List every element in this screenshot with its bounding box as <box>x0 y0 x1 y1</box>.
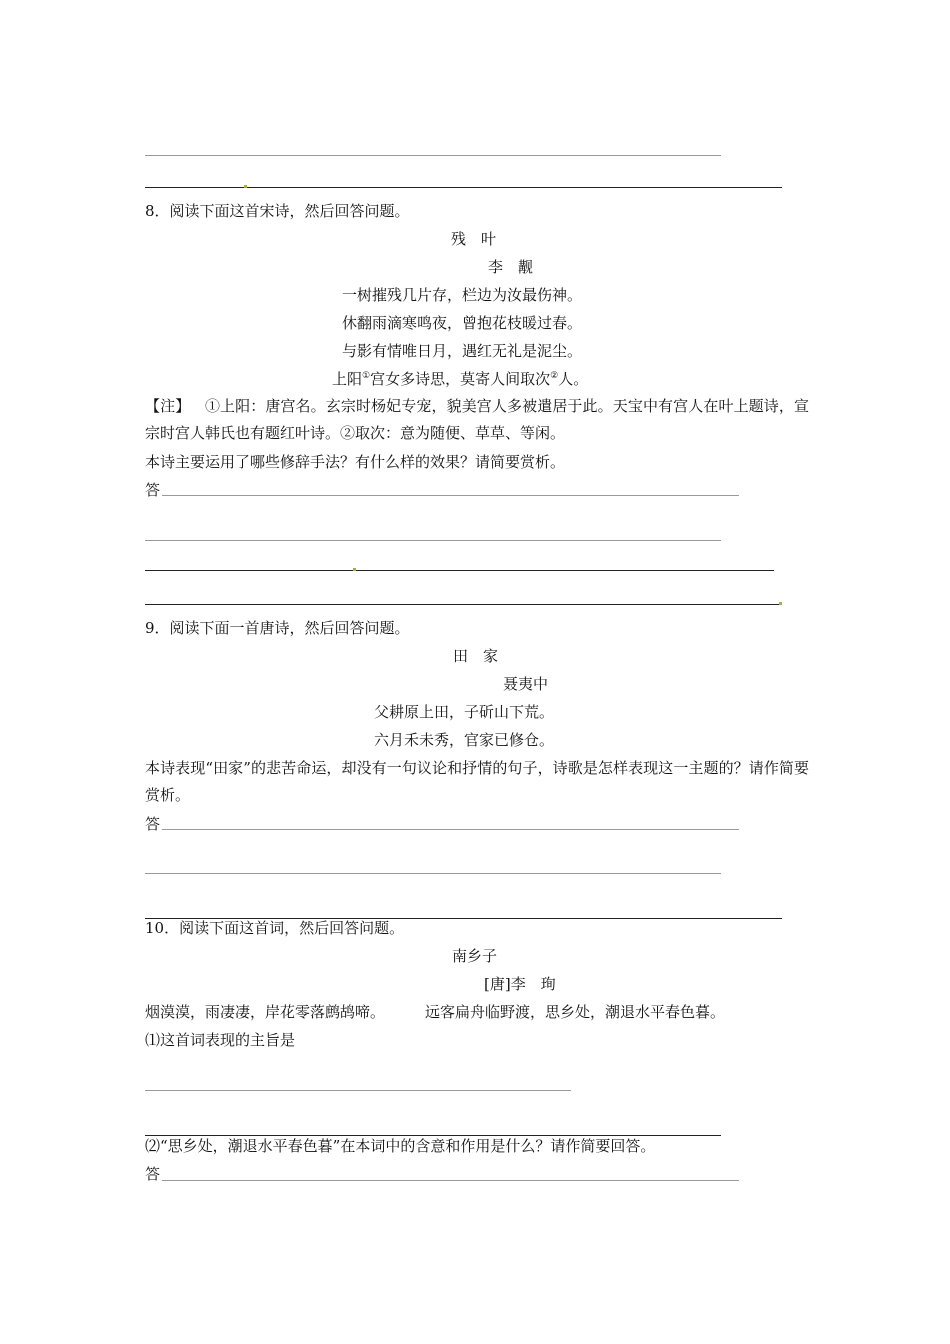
poem-author: 李 觏 <box>488 258 534 276</box>
sub-question-2: ⑵“思乡处，潮退水平春色暮”在本词中的含意和作用是什么？请作简要回答。 <box>145 1137 656 1155</box>
answer-line[interactable] <box>145 1090 571 1091</box>
poem-line-text: 宫女多诗思，莫寄人间取次 <box>370 370 551 388</box>
note-paragraph <box>145 393 809 447</box>
poem-line: 一树摧残几片存，栏边为汝最伤神。 <box>342 286 583 304</box>
poem-title: 田 家 <box>453 647 499 665</box>
poem-author: 聂夷中 <box>503 675 549 693</box>
note-marker: ② <box>550 371 559 381</box>
answer-line[interactable] <box>162 829 739 830</box>
question-text: 本诗主要运用了哪些修辞手法？有什么样的效果？请简要赏析。 <box>145 453 566 471</box>
poem-line: 休翻雨滴寒鸣夜，曾抱花枝暖过春。 <box>342 314 583 332</box>
note-text: ①上阳：唐宫名。玄宗时杨妃专宠，貌美宫人多被遣居于此。天宝中有宫人在叶上题诗，宣宗时宫人韩氏也有题红叶诗。②取次：意为随便、草草、等闲。 <box>145 397 809 442</box>
poem-title: 南乡子 <box>452 947 498 965</box>
poem-line: 六月禾未秀，官家已修仓。 <box>374 731 555 749</box>
note-label: 【注】 <box>145 397 191 415</box>
answer-label: 答 <box>145 1165 161 1183</box>
poem-text-part: 烟漠漠，雨凄凄，岸花零落鹧鸪啼。 <box>145 1003 386 1021</box>
q10-heading: 10．阅读下面这首词，然后回答问题。 <box>145 919 405 937</box>
stray-mark <box>244 185 247 188</box>
answer-line[interactable] <box>145 604 782 605</box>
answer-label: 答 <box>145 815 161 833</box>
poem-title: 残 叶 <box>451 230 497 248</box>
poem-text <box>145 1002 725 1022</box>
answer-line <box>145 187 782 188</box>
question-text: 本诗表现“田家”的悲苦命运，却没有一句议论和抒情的句子，诗歌是怎样表现这一主题的？请作简要赏析。 <box>145 759 809 804</box>
stray-mark <box>779 602 782 605</box>
poem-text-part: 远客扁舟临野渡，思乡处，潮退水平春色暮。 <box>425 1003 726 1021</box>
sub-question-1: ⑴这首词表现的主旨是 <box>145 1031 296 1049</box>
poem-line: 与影有情唯日月，遇红无礼是泥尘。 <box>342 342 583 360</box>
poem-line-text: 人。 <box>558 370 589 388</box>
answer-line[interactable] <box>162 495 739 496</box>
q9-heading: 9．阅读下面一首唐诗，然后回答问题。 <box>145 619 410 637</box>
q8-heading: 8．阅读下面这首宋诗，然后回答问题。 <box>145 202 410 220</box>
poem-line: 父耕原上田，子斫山下荒。 <box>374 703 555 721</box>
poem-line <box>332 369 588 389</box>
note-marker: ① <box>362 371 371 381</box>
stray-mark <box>353 568 356 571</box>
poem-author: [唐]李 珣 <box>484 975 556 993</box>
answer-line[interactable] <box>145 873 721 874</box>
answer-line[interactable] <box>162 1180 739 1181</box>
poem-line-text: 上阳 <box>332 370 363 388</box>
answer-line[interactable] <box>145 540 721 541</box>
answer-line[interactable] <box>145 570 774 571</box>
answer-label: 答 <box>145 481 161 499</box>
answer-line <box>145 155 721 156</box>
